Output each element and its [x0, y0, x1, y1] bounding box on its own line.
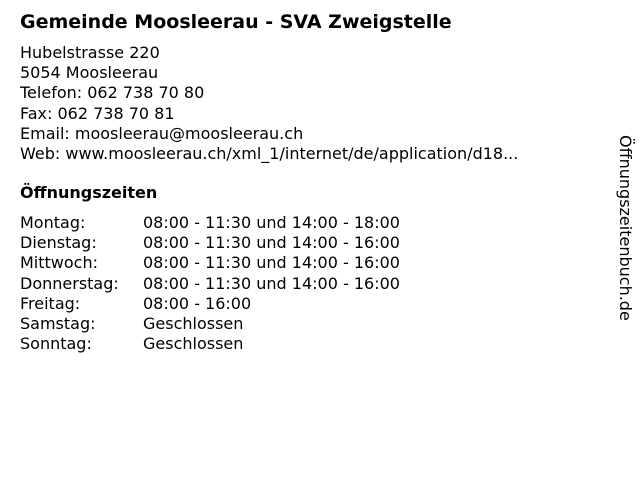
- hours-row-saturday: [20, 314, 400, 334]
- hours-value: 08:00 - 11:30 und 14:00 - 16:00: [143, 233, 400, 253]
- phone-number: Telefon: 062 738 70 80: [20, 83, 205, 103]
- day-label: Dienstag:: [20, 233, 97, 253]
- page-title: Gemeinde Moosleerau - SVA Zweigstelle: [20, 11, 452, 33]
- day-label: Sonntag:: [20, 334, 92, 354]
- street-address: Hubelstrasse 220: [20, 43, 160, 62]
- hours-row-thursday: [20, 274, 400, 294]
- opening-hours-heading: Öffnungszeiten: [20, 183, 158, 202]
- hours-value: 08:00 - 11:30 und 14:00 - 16:00: [143, 253, 400, 273]
- hours-row-wednesday: [20, 253, 400, 273]
- site-brand-vertical: Öffnungszeitenbuch.de: [616, 135, 635, 321]
- hours-row-tuesday: [20, 233, 400, 253]
- email-address: Email: moosleerau@moosleerau.ch: [20, 123, 304, 143]
- hours-value: 08:00 - 11:30 und 14:00 - 18:00: [143, 213, 400, 232]
- hours-value: 08:00 - 16:00: [143, 293, 252, 313]
- contact-block: [20, 43, 518, 164]
- hours-value: Geschlossen: [143, 334, 244, 354]
- day-label: Freitag:: [20, 293, 81, 313]
- hours-value: 08:00 - 11:30 und 14:00 - 16:00: [143, 273, 400, 293]
- day-label: Montag:: [20, 213, 86, 232]
- day-label: Mittwoch:: [20, 253, 98, 273]
- hours-value: Geschlossen: [143, 314, 244, 334]
- hours-row-monday: [20, 213, 400, 233]
- hours-row-friday: [20, 294, 400, 314]
- day-label: Donnerstag:: [20, 273, 119, 293]
- website-url: Web: www.moosleerau.ch/xml_1/internet/de/application/d18...: [20, 144, 519, 164]
- city: 5054 Moosleerau: [20, 63, 159, 83]
- day-label: Samstag:: [20, 314, 96, 334]
- fax-number: Fax: 062 738 70 81: [20, 103, 175, 123]
- hours-row-sunday: [20, 334, 400, 354]
- opening-hours-list: [20, 213, 400, 354]
